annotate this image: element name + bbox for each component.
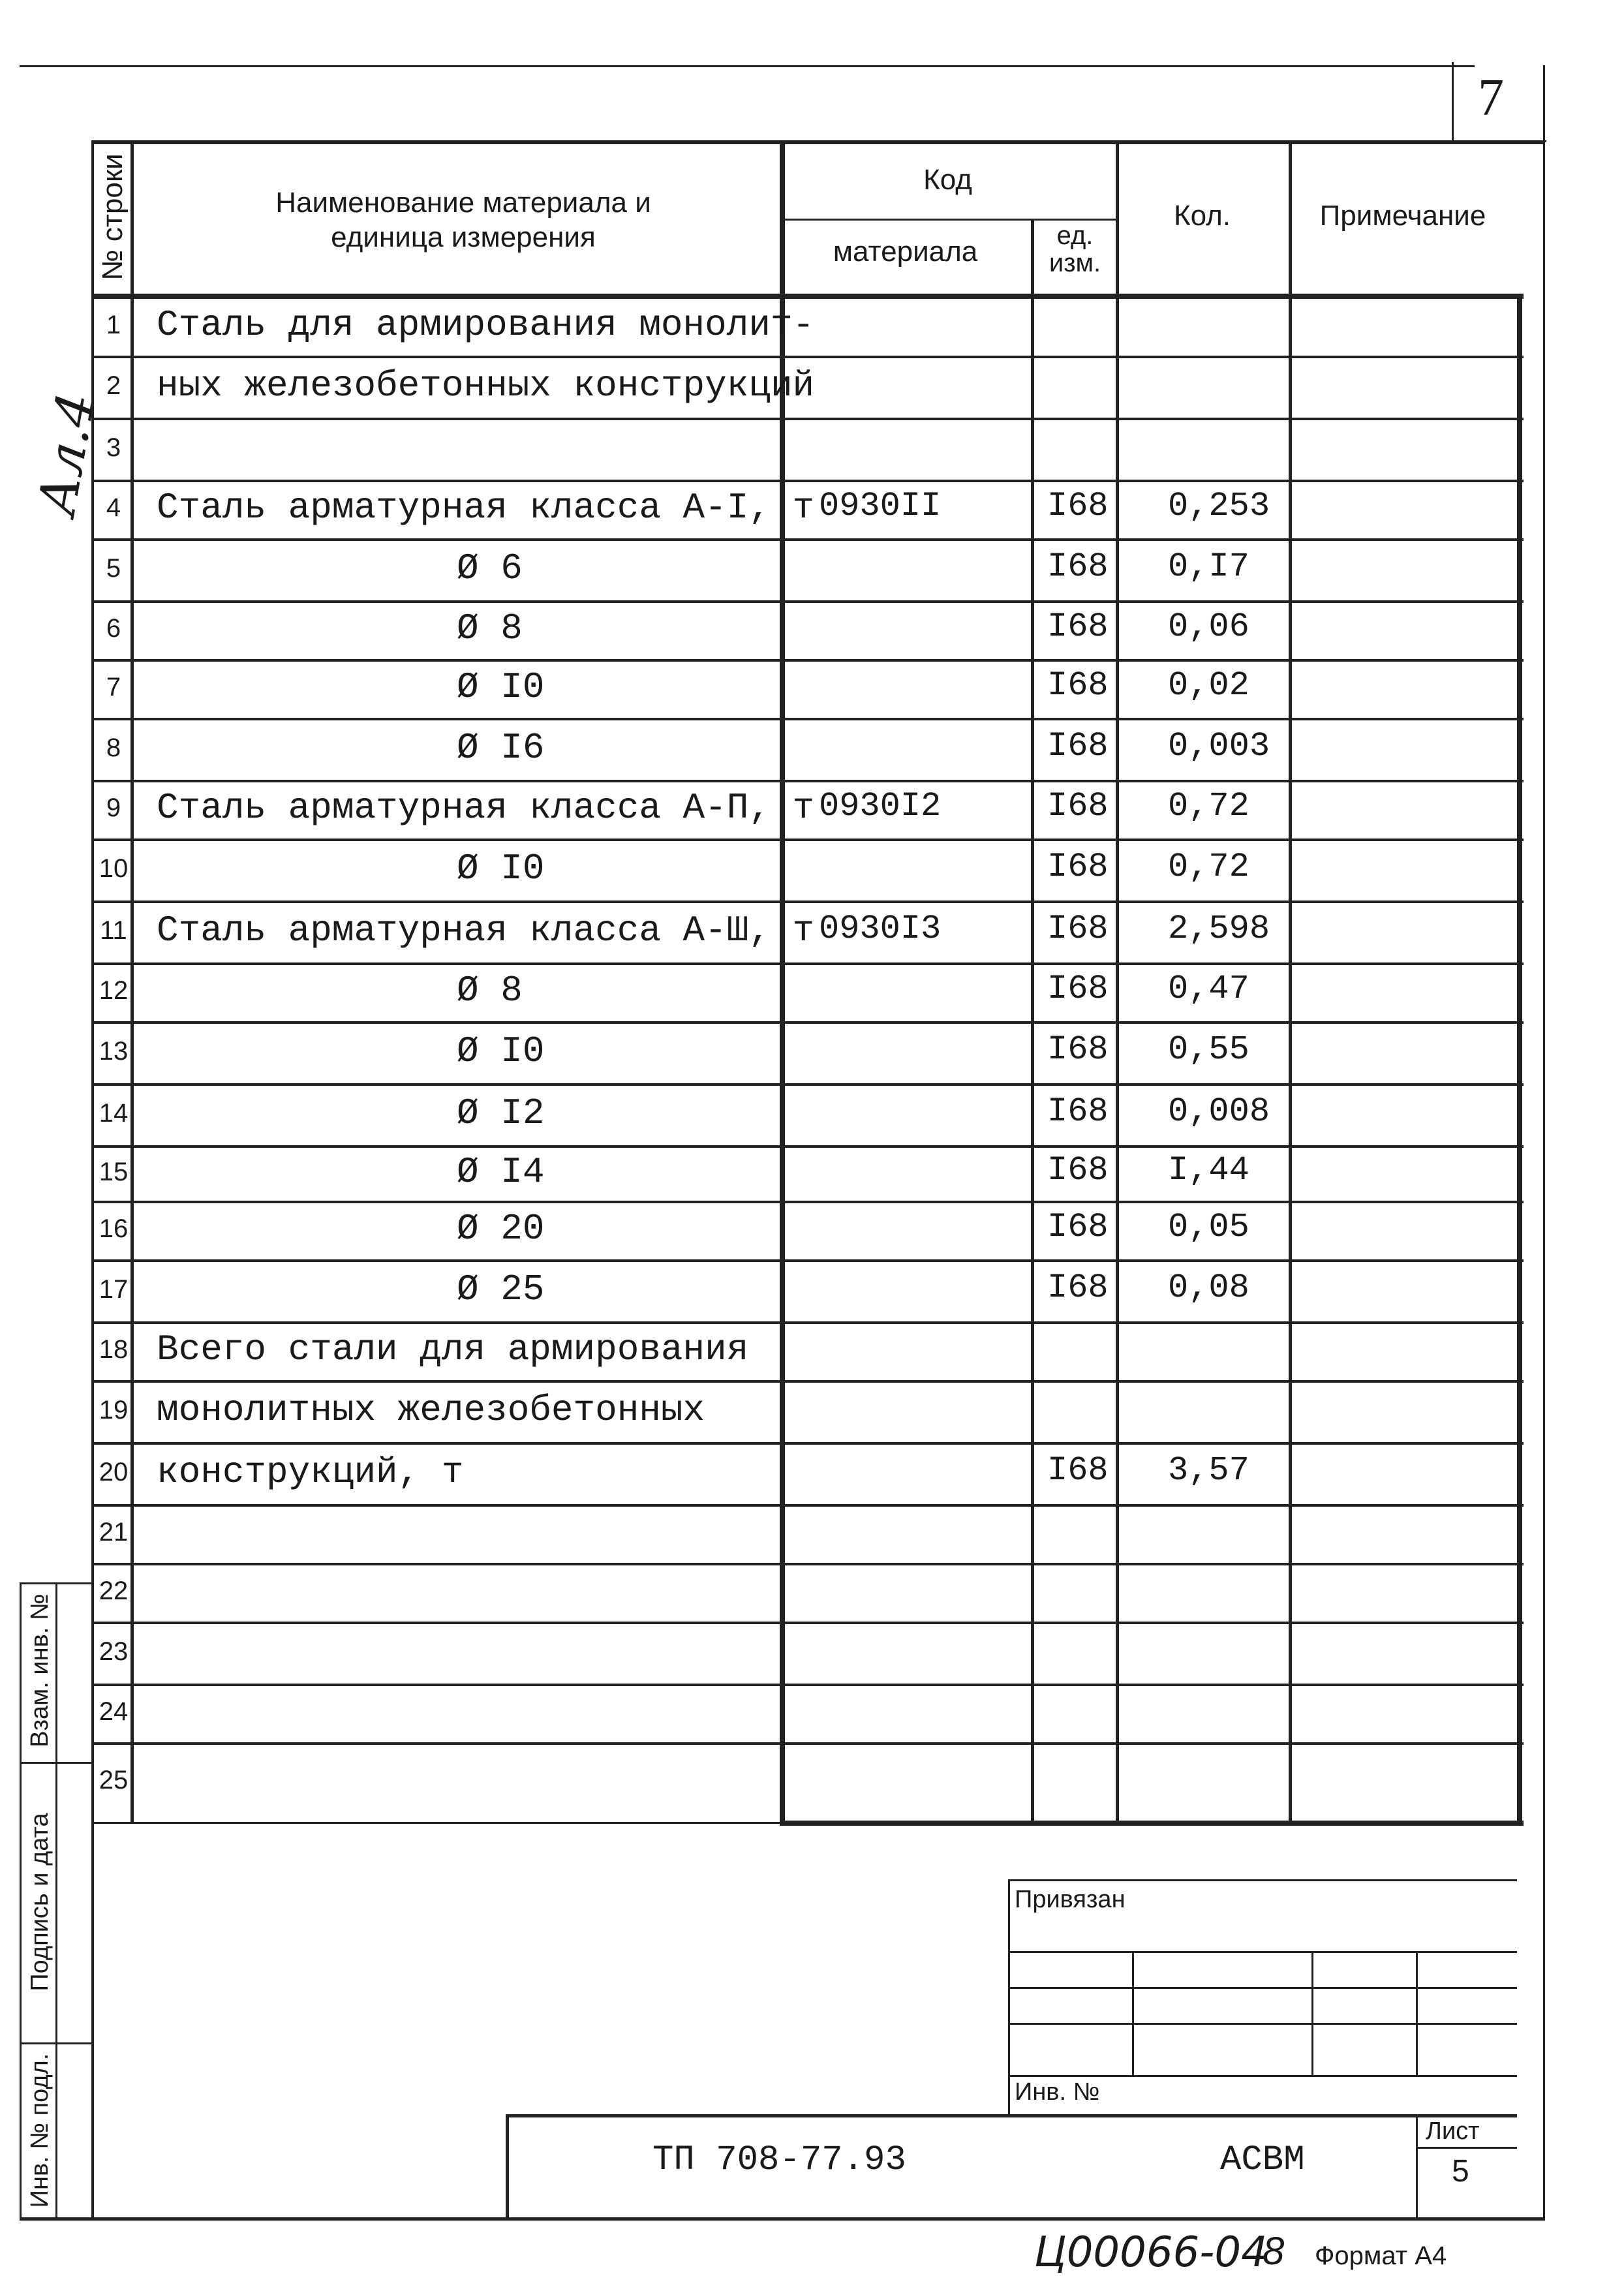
note-header: Примечание — [1319, 200, 1486, 232]
doc-code: ТП 708-77.93 — [652, 2140, 906, 2180]
quantity: I,44 — [1168, 1151, 1249, 1190]
unit-code: I68 — [1047, 666, 1109, 705]
row-number: 5 — [106, 554, 121, 583]
handwritten-mark: Ал.4 — [26, 388, 108, 520]
material-name: Ø I0 — [457, 666, 545, 708]
material-name: Ø 20 — [457, 1208, 545, 1250]
row-number: 10 — [99, 854, 129, 883]
inv-original-label: Инв. № подл. — [26, 2053, 54, 2208]
row-number: 9 — [106, 793, 121, 822]
material-name: Сталь арматурная класса А-П, т — [157, 787, 815, 829]
row-number: 17 — [99, 1275, 129, 1304]
material-name: Ø I2 — [457, 1092, 545, 1134]
unit-code: I68 — [1047, 910, 1109, 948]
quantity: 0,02 — [1168, 666, 1249, 705]
unit-code: I68 — [1047, 1208, 1109, 1246]
material-name: Ø I4 — [457, 1151, 545, 1193]
unit-code: I68 — [1047, 608, 1109, 646]
row-number: 24 — [99, 1697, 129, 1726]
material-name: Ø 8 — [457, 608, 523, 649]
material-name: Ø I0 — [457, 848, 545, 889]
material-name: Ø 6 — [457, 547, 523, 589]
row-number: 3 — [106, 433, 121, 462]
material-name: Ø I0 — [457, 1030, 545, 1072]
code-header: Код — [923, 164, 972, 196]
unit-code: I68 — [1047, 970, 1109, 1008]
bound-label: Привязан — [1015, 1886, 1126, 1913]
archive-number: Ц00066-04 — [1034, 2228, 1268, 2277]
unit-code: I68 — [1047, 1092, 1109, 1131]
row-number: 2 — [106, 371, 121, 400]
row-number-header: № строки — [97, 153, 129, 281]
row-number: 22 — [99, 1577, 129, 1605]
page-number: 7 — [1478, 69, 1504, 127]
quantity: 0,55 — [1168, 1030, 1249, 1069]
inv-number-label: Инв. № — [1015, 2078, 1100, 2106]
unit-code: I68 — [1047, 1151, 1109, 1190]
unit-code: I68 — [1047, 848, 1109, 886]
material-name: монолитных железобетонных — [157, 1389, 705, 1431]
unit-code: I68 — [1047, 1451, 1109, 1490]
row-number: 13 — [99, 1037, 129, 1066]
material-name: Сталь арматурная класса А-I, т — [157, 487, 815, 529]
replace-inv-label: Взам. инв. № — [26, 1593, 54, 1747]
material-code: 0930I2 — [819, 787, 942, 825]
material-name: конструкций, т — [157, 1451, 464, 1493]
quantity: 3,57 — [1168, 1451, 1249, 1490]
row-number: 12 — [99, 976, 129, 1005]
quantity: 0,008 — [1168, 1092, 1270, 1131]
row-number: 23 — [99, 1637, 129, 1666]
row-number: 16 — [99, 1214, 129, 1243]
unit-code: I68 — [1047, 487, 1109, 525]
row-number: 21 — [99, 1518, 129, 1547]
quantity: 0,08 — [1168, 1269, 1249, 1307]
material-name: Ø 8 — [457, 970, 523, 1011]
signature-date-label: Подпись и дата — [26, 1813, 54, 1992]
material-name: Ø 25 — [457, 1269, 545, 1310]
row-number: 20 — [99, 1458, 129, 1486]
quantity: 0,I7 — [1168, 547, 1249, 586]
row-number: 6 — [106, 614, 121, 643]
row-number: 14 — [99, 1099, 129, 1128]
row-number: 25 — [99, 1766, 129, 1794]
row-number: 1 — [106, 311, 121, 339]
unit-code: I68 — [1047, 547, 1109, 586]
row-number: 8 — [106, 733, 121, 762]
unit-code: I68 — [1047, 1269, 1109, 1307]
row-number: 15 — [99, 1158, 129, 1186]
quantity: 0,06 — [1168, 608, 1249, 646]
material-name: Ø I6 — [457, 727, 545, 769]
material-name: Сталь для армирования монолит- — [157, 304, 815, 346]
row-number: 4 — [106, 493, 121, 522]
name-header: Наименование материала и единица измерения — [275, 187, 651, 253]
material-name: Сталь арматурная класса А-Ш, т — [157, 910, 815, 951]
material-code: 0930II — [819, 487, 942, 525]
format-label: Формат А4 — [1315, 2241, 1447, 2270]
row-number: 11 — [100, 916, 127, 945]
material-code: 0930I3 — [819, 910, 942, 948]
section-code: АСВМ — [1220, 2140, 1305, 2180]
quantity: 0,72 — [1168, 787, 1249, 825]
unit-code: I68 — [1047, 787, 1109, 825]
row-number: 7 — [106, 673, 121, 701]
unit-header: ед. изм. — [1049, 221, 1101, 277]
quantity: 0,72 — [1168, 848, 1249, 886]
quantity: 0,05 — [1168, 1208, 1249, 1246]
sheet-number: 5 — [1452, 2154, 1469, 2189]
row-number: 18 — [99, 1335, 129, 1364]
copy-number: 8 — [1263, 2229, 1285, 2273]
quantity: 0,47 — [1168, 970, 1249, 1008]
material-name: ных железобетонных конструкций — [157, 365, 815, 407]
material-name: Всего стали для армирования — [157, 1329, 749, 1370]
unit-code: I68 — [1047, 727, 1109, 765]
row-number: 19 — [99, 1396, 129, 1424]
quantity: 0,253 — [1168, 487, 1270, 525]
quantity: 0,003 — [1168, 727, 1270, 765]
sheet-label: Лист — [1426, 2117, 1480, 2145]
quantity: 2,598 — [1168, 910, 1270, 948]
material-code-header: материала — [833, 236, 978, 268]
qty-header: Кол. — [1173, 200, 1231, 232]
unit-code: I68 — [1047, 1030, 1109, 1069]
